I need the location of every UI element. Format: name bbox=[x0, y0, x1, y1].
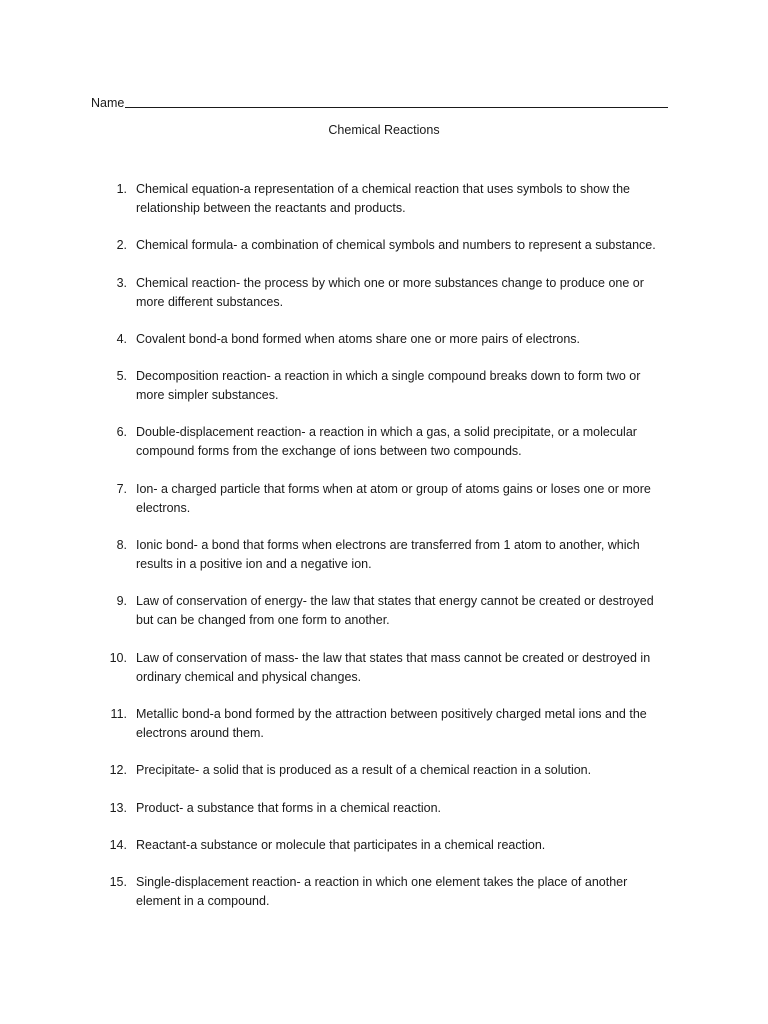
list-item-definition: Single-displacement reaction- a reaction in which one element takes the place of another element in a compound. bbox=[136, 875, 628, 909]
list-item bbox=[0, 480, 768, 518]
list-item bbox=[0, 536, 768, 574]
list-item-definition: Chemical reaction- the process by which one or more substances change to produce one or more different substances. bbox=[136, 275, 644, 309]
list-item-number: 6. bbox=[116, 425, 127, 440]
list-item-number: 5. bbox=[116, 369, 127, 384]
list-item-definition: Law of conservation of mass- the law that states that mass cannot be created or destroyed in ordinary chemical and physical changes. bbox=[136, 650, 651, 684]
list-item bbox=[0, 705, 768, 743]
list-item-definition: Double-displacement reaction- a reaction in which a gas, a solid precipitate, or a molecular compound forms from the exchange of ions between two compounds. bbox=[136, 425, 637, 459]
list-item-definition: Ion- a charged particle that forms when at atom or group of atoms gains or loses one or more electrons. bbox=[136, 481, 651, 515]
list-item-number: 11. bbox=[110, 706, 127, 721]
list-item bbox=[0, 761, 768, 780]
list-item-definition: Covalent bond-a bond formed when atoms share one or more pairs of electrons. bbox=[136, 331, 580, 346]
list-item-definition: Law of conservation of energy- the law that states that energy cannot be created or destroyed but can be changed from one form to another. bbox=[136, 594, 654, 628]
vocabulary-list bbox=[0, 180, 768, 929]
name-label: Name bbox=[91, 96, 125, 110]
list-item-definition: Chemical equation-a representation of a chemical reaction that uses symbols to show the relationship between the reactants and products. bbox=[136, 182, 631, 215]
list-item-number: 12. bbox=[109, 763, 127, 778]
list-item-number: 7. bbox=[116, 481, 127, 496]
list-item bbox=[0, 423, 768, 461]
list-item bbox=[0, 799, 768, 818]
list-item-definition: Product- a substance that forms in a chemical reaction. bbox=[136, 800, 442, 815]
list-item-definition: Decomposition reaction- a reaction in which a single compound breaks down to form two or more simpler substances. bbox=[136, 369, 641, 403]
list-item bbox=[0, 180, 768, 218]
list-item-number: 2. bbox=[116, 238, 127, 253]
list-item bbox=[0, 274, 768, 312]
list-item bbox=[0, 592, 768, 630]
list-item-number: 3. bbox=[116, 275, 127, 290]
list-item-number: 1. bbox=[116, 182, 127, 196]
list-item bbox=[0, 836, 768, 855]
list-item-definition: Chemical formula- a combination of chemical symbols and numbers to represent a substance. bbox=[136, 238, 656, 253]
list-item-number: 8. bbox=[116, 538, 127, 553]
list-item bbox=[0, 236, 768, 255]
list-item-number: 10. bbox=[109, 650, 127, 665]
list-item-definition: Metallic bond-a bond formed by the attraction between positively charged metal ions and the electrons around them. bbox=[136, 706, 647, 740]
list-item-definition: Reactant-a substance or molecule that participates in a chemical reaction. bbox=[136, 837, 546, 852]
list-item-number: 15. bbox=[109, 875, 127, 890]
document-title: Chemical Reactions bbox=[328, 123, 440, 137]
list-item-number: 13. bbox=[109, 800, 127, 815]
list-item-number: 4. bbox=[116, 331, 127, 346]
list-item-number: 14. bbox=[109, 837, 127, 852]
list-item-definition: Ionic bond- a bond that forms when electrons are transferred from 1 atom to another, which results in a positive ion and a negative ion. bbox=[136, 538, 640, 572]
list-item-number: 9. bbox=[116, 594, 127, 609]
list-item bbox=[0, 873, 768, 911]
list-item bbox=[0, 649, 768, 687]
name-field bbox=[91, 93, 668, 111]
list-item-definition: Precipitate- a solid that is produced as a result of a chemical reaction in a solution. bbox=[136, 763, 592, 778]
name-blank-line bbox=[125, 106, 668, 108]
list-item bbox=[0, 330, 768, 349]
list-item bbox=[0, 367, 768, 405]
